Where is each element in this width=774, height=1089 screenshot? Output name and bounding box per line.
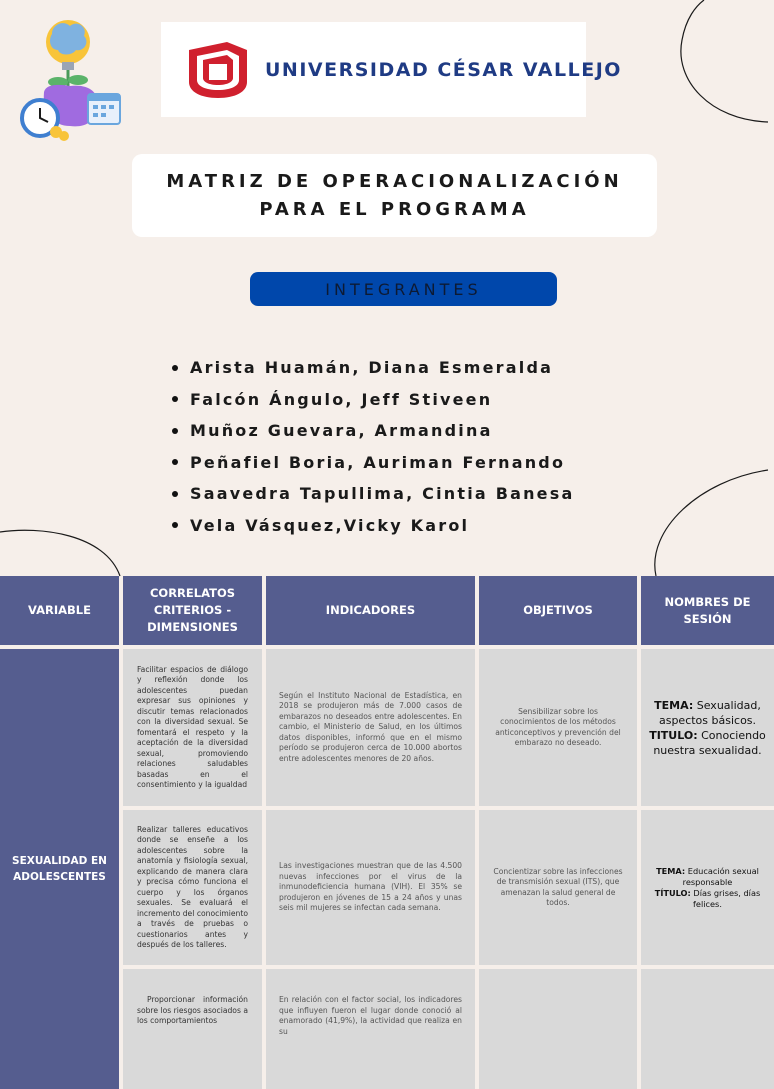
table-body <box>0 649 774 1089</box>
header-indicadores: INDICADORES <box>266 576 475 645</box>
members-label: INTEGRANTES <box>325 279 482 299</box>
title-card <box>132 154 657 237</box>
members-label-pill <box>250 272 557 306</box>
bullet-icon <box>172 459 178 465</box>
list-item <box>172 384 574 416</box>
list-item <box>172 352 574 384</box>
table-cell-sesion <box>641 969 774 1089</box>
bullet-icon <box>172 365 178 371</box>
page-title-line-2: PARA EL PROGRAMA <box>259 198 530 220</box>
table-cell-objetivo: Sensibilizar sobre los conocimientos de los métodos anticonceptivos y prevención del embarazo no deseado. <box>479 649 637 806</box>
shield-logo-icon <box>187 40 249 100</box>
bullet-icon <box>172 522 178 528</box>
table-cell-indicador: Según el Instituto Nacional de Estadística, en 2018 se produjeron más de 7.000 casos de embarazos no deseados entre adolescentes. En cambio, el Ministerio de Salud, en los últimos datos disponibles, informó que en el mismo período se produjeron cerca de 10.000 abortos entre adolescentes menores de 20 años. <box>266 649 475 806</box>
logo-text: UNIVERSIDAD CÉSAR VALLEJO <box>265 58 622 81</box>
member-name: Muñoz Guevara, Armandina <box>190 421 493 441</box>
variable-cell: SEXUALIDAD EN ADOLESCENTES <box>0 649 119 1089</box>
decorative-curve-right <box>650 470 768 578</box>
table-cell-indicador: Las investigaciones muestran que de las 4.500 nuevas infecciones por el virus de la inmunodeficiencia humana (VIH). El 35% se produjeron en jóvenes de 15 a 24 años y unas seis mil mujeres se infectan cada semana. <box>266 810 475 965</box>
list-item <box>172 510 574 542</box>
member-name: Peñafiel Boria, Auriman Fernando <box>190 452 566 472</box>
header-variable: VARIABLE <box>0 576 119 645</box>
member-name: Vela Vásquez,Vicky Karol <box>190 515 470 535</box>
table-cell-sesion: TEMA: Sexualidad, aspectos básicos. TITULO: Conociendo nuestra sexualidad. <box>641 649 774 806</box>
member-list <box>172 352 574 541</box>
brain-lightbulb-illustration <box>8 14 128 142</box>
table-cell-objetivo: Concientizar sobre las infecciones de transmisión sexual (ITS), que amenazan la salud general de todos. <box>479 810 637 965</box>
table-cell-criterio: Proporcionar información sobre los riesgos asociados a los comportamientos <box>123 969 262 1089</box>
table-cell-indicador: En relación con el factor social, los indicadores que influyen fueron el lugar donde conoció al enamorado (41,9%), la actividad que realiza en su <box>266 969 475 1089</box>
table-cell-sesion: TEMA: Educación sexual responsable TÍTULO: Días grises, días felices. <box>641 810 774 965</box>
university-logo <box>161 22 622 117</box>
list-item <box>172 415 574 447</box>
table-cell-criterio: Realizar talleres educativos donde se enseñe a los adolescentes sobre la anatomía y fisiología sexual, explicando de manera clara y precisa cómo funciona el cuerpo y los órganos sexuales. Se evaluará el incremento del conocimiento a través de pruebas o cuestionarios antes y después de los talleres. <box>123 810 262 965</box>
decorative-curve-top-right <box>670 0 768 125</box>
bullet-icon <box>172 396 178 402</box>
bullet-icon <box>172 491 178 497</box>
header-criterios: CORRELATOS CRITERIOS - DIMENSIONES <box>123 576 262 645</box>
table-cell-criterio: Facilitar espacios de diálogo y reflexión donde los adolescentes puedan expresar sus opiniones y discutir temas relacionados con la diversidad sexual. Se fomentará el respeto y la aceptación de la diversidad sexual, promoviendo relaciones saludables basadas en el consentimiento y la igualdad <box>123 649 262 806</box>
decorative-curve-left <box>0 526 125 578</box>
list-item <box>172 447 574 479</box>
table-cell-objetivo <box>479 969 637 1089</box>
bullet-icon <box>172 428 178 434</box>
member-name: Falcón Ángulo, Jeff Stiveen <box>190 389 493 409</box>
member-name: Arista Huamán, Diana Esmeralda <box>190 358 554 378</box>
header-sesion: NOMBRES DE SESIÓN <box>641 576 774 645</box>
page-title-line-1: MATRIZ DE OPERACIONALIZACIÓN <box>166 170 623 192</box>
operationalization-table <box>0 576 768 1036</box>
list-item <box>172 478 574 510</box>
member-name: Saavedra Tapullima, Cintia Banesa <box>190 484 575 504</box>
header-objetivos: OBJETIVOS <box>479 576 637 645</box>
